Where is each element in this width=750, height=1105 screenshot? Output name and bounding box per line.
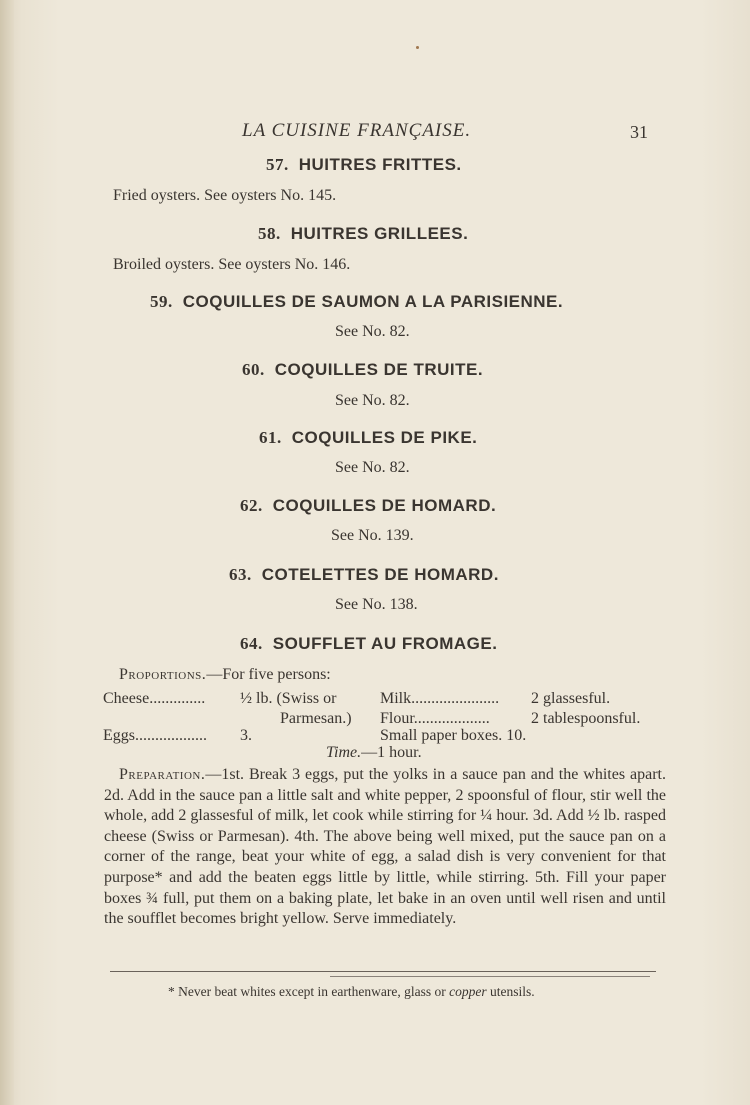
footnote-rule-secondary bbox=[330, 976, 650, 977]
proportions-intro: —For five persons: bbox=[206, 666, 331, 683]
proportions-heading bbox=[119, 666, 331, 684]
ingredient-leader: ................... bbox=[413, 710, 490, 727]
preparation-paragraph bbox=[104, 765, 666, 930]
recipe-text: Broiled oysters. See oysters No. 146. bbox=[113, 256, 351, 273]
recipe-text: See No. 139. bbox=[331, 527, 414, 544]
recipe-text: See No. 82. bbox=[335, 392, 410, 409]
ingredient-name: Cheese bbox=[103, 690, 150, 707]
time-line bbox=[326, 744, 422, 762]
ingredient-row bbox=[103, 690, 205, 708]
footnote bbox=[168, 984, 535, 1000]
recipe-heading bbox=[150, 292, 563, 312]
recipe-text: See No. 138. bbox=[335, 596, 418, 613]
ingredient-leader: ...................... bbox=[411, 690, 500, 707]
ingredient-qty: Parmesan.) bbox=[280, 710, 352, 727]
recipe-heading bbox=[259, 428, 477, 448]
recipe-number: 57. bbox=[266, 155, 289, 174]
ingredient-leader: .................. bbox=[135, 727, 207, 744]
proportions-label: Proportions. bbox=[119, 666, 207, 683]
recipe-heading bbox=[240, 496, 496, 516]
recipe-number: 59. bbox=[150, 292, 173, 311]
book-spine-shadow bbox=[0, 0, 14, 1105]
preparation-text: —1st. Break 3 eggs, put the yolks in a sauce pan and the whites apart. 2d. Add in the sauce pan a little salt and white pepper, 2 spoonsful of flour, stir well the whole, add 2 glassesful of milk, let cook while stirring for ¼ hour. 3d. Add ½ lb. rasped cheese (Swiss or Parmesan). 4th. The above being well mixed, put the sauce pan on a corner of the range, beat your white of egg, a salad dish is very convenient for that purpose* and add the beaten eggs little by little, while stirring. 5th. Fill your paper boxes ¾ full, put them on a baking plate, let bake in an oven until well risen and until the soufflet becomes bright yellow. Serve immediately. bbox=[104, 766, 666, 928]
ingredient-qty: 10. bbox=[506, 727, 527, 744]
recipe-title: COTELETTES DE HOMARD. bbox=[261, 565, 499, 584]
recipe-text: See No. 82. bbox=[335, 459, 410, 476]
ingredient-name: Eggs bbox=[103, 727, 135, 744]
ingredient-qty: ½ lb. (Swiss or bbox=[240, 690, 337, 707]
recipe-title: COQUILLES DE SAUMON A LA PARISIENNE. bbox=[182, 292, 564, 311]
recipe-number: 61. bbox=[259, 428, 282, 447]
time-label: Time. bbox=[326, 744, 362, 761]
ingredient-leader: .............. bbox=[149, 690, 206, 707]
footnote-italic: copper bbox=[449, 984, 487, 999]
recipe-text: Fried oysters. See oysters No. 145. bbox=[113, 187, 337, 204]
page-number: 31 bbox=[630, 122, 648, 142]
ingredient-qty: 2 glassesful. bbox=[531, 690, 611, 707]
ingredient-qty: 2 tablespoonsful. bbox=[531, 710, 641, 727]
footnote-rule bbox=[110, 971, 656, 972]
preparation-label: Preparation. bbox=[119, 766, 206, 783]
recipe-number: 63. bbox=[229, 565, 252, 584]
recipe-text: See No. 82. bbox=[335, 323, 410, 340]
ingredient-row bbox=[380, 727, 526, 745]
ingredient-name: Flour bbox=[380, 710, 414, 727]
recipe-title: SOUFFLET AU FROMAGE. bbox=[272, 634, 498, 653]
ingredient-row bbox=[380, 690, 499, 708]
footnote-end: utensils. bbox=[486, 984, 535, 999]
time-value: —1 hour. bbox=[361, 744, 422, 761]
ingredient-qty: 3. bbox=[240, 727, 252, 744]
ingredient-name: Milk bbox=[380, 690, 412, 707]
recipe-title: COQUILLES DE TRUITE. bbox=[274, 360, 484, 379]
footnote-text: * Never beat whites except in earthenware, glass or bbox=[168, 984, 450, 999]
ingredient-row bbox=[103, 727, 207, 745]
paper-speck bbox=[416, 46, 419, 49]
running-head: LA CUISINE FRANÇAISE. bbox=[242, 120, 472, 141]
recipe-number: 58. bbox=[258, 224, 281, 243]
recipe-number: 62. bbox=[240, 496, 263, 515]
recipe-title: COQUILLES DE PIKE. bbox=[291, 428, 478, 447]
ingredient-row bbox=[380, 710, 490, 728]
recipe-heading bbox=[258, 224, 468, 244]
recipe-title: COQUILLES DE HOMARD. bbox=[272, 496, 497, 515]
recipe-heading bbox=[229, 565, 499, 585]
recipe-heading bbox=[242, 360, 483, 380]
recipe-heading bbox=[266, 155, 462, 175]
recipe-number: 60. bbox=[242, 360, 265, 379]
recipe-title: HUITRES GRILLEES. bbox=[290, 224, 469, 243]
ingredient-name: Small paper boxes. bbox=[380, 727, 503, 744]
recipe-number: 64. bbox=[240, 634, 263, 653]
recipe-title: HUITRES FRITTES. bbox=[298, 155, 462, 174]
recipe-heading bbox=[240, 634, 497, 654]
